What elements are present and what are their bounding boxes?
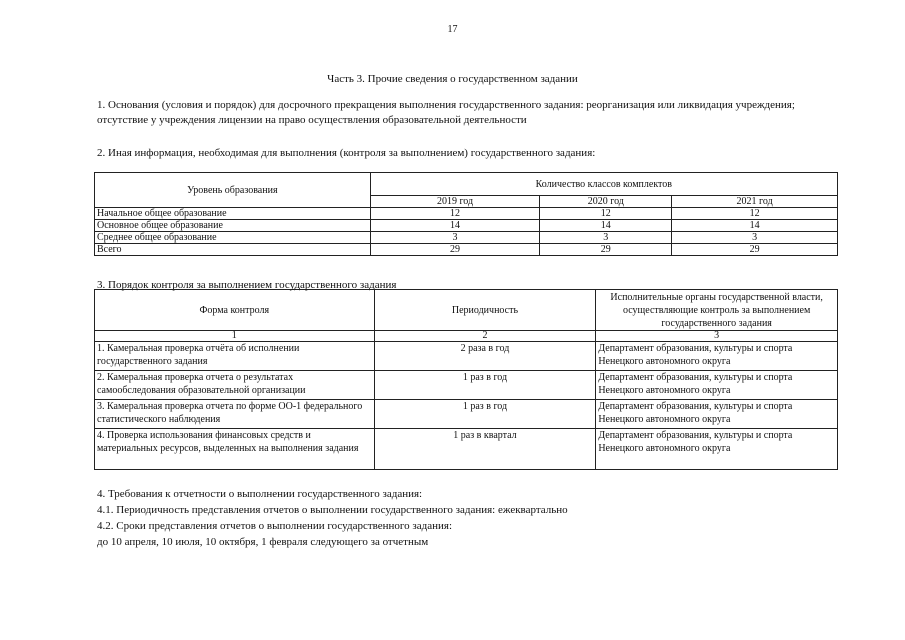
year-header: 2020 год — [540, 196, 672, 208]
section-4-item-1: 4.1. Периодичность представления отчетов о выполнении государственного задания: ежеквартально — [97, 504, 568, 516]
section-4-item-2-value: до 10 апреля, 10 июля, 10 октября, 1 февраля следующего за отчетным — [97, 536, 429, 548]
part-title: Часть 3. Прочие сведения о государственном задании — [327, 73, 578, 85]
section-4 — [97, 486, 817, 550]
table-header-row — [95, 173, 838, 196]
page-number: 17 — [447, 24, 458, 35]
control-form: 4. Проверка использования финансовых средств и материальных ресурсов, выделенных на выполнения задания — [95, 429, 375, 470]
table-row — [95, 342, 838, 371]
periodicity: 2 раза в год — [374, 342, 596, 371]
header-control-form: Форма контроля — [95, 290, 375, 331]
cell-value: 29 — [370, 244, 540, 256]
section-4-title: 4. Требования к отчетности о выполнении государственного задания: — [97, 488, 423, 500]
section-1-text: 1. Основания (условия и порядок) для досрочного прекращения выполнения государственного задания: реорганизация или ликвидация учреждения; отсутствие у учреждения лицензии на право осуществления образовательной деятельности — [97, 99, 795, 126]
table-row — [95, 208, 838, 220]
control-body: Департамент образования, культуры и спорта Ненецкого автономного округа — [596, 371, 838, 400]
periodicity: 1 раз в год — [374, 371, 596, 400]
cell-value: 3 — [540, 232, 672, 244]
control-form: 3. Камеральная проверка отчета по форме ОО-1 федерального статистического наблюдения — [95, 400, 375, 429]
row-label: Всего — [95, 244, 371, 256]
cell-value: 3 — [370, 232, 540, 244]
classes-count-table — [94, 172, 838, 256]
table-row — [95, 400, 838, 429]
cell-value: 14 — [672, 220, 838, 232]
control-procedure-table — [94, 289, 838, 470]
cell-value: 12 — [370, 208, 540, 220]
section-3-text: 3. Порядок контроля за выполнением государственного задания — [97, 279, 397, 291]
periodicity: 1 раз в квартал — [374, 429, 596, 470]
header-education-level: Уровень образования — [95, 173, 371, 208]
cell-value: 29 — [540, 244, 672, 256]
cell-value: 29 — [672, 244, 838, 256]
table-row — [95, 429, 838, 470]
section-2-text: 2. Иная информация, необходимая для выполнения (контроля за выполнением) государственного задания: — [97, 147, 596, 159]
row-label: Основное общее образование — [95, 220, 371, 232]
table-header-row — [95, 290, 838, 331]
cell-value: 3 — [672, 232, 838, 244]
cell-value: 14 — [370, 220, 540, 232]
cell-value: 12 — [540, 208, 672, 220]
column-number: 1 — [95, 331, 375, 342]
cell-value: 12 — [672, 208, 838, 220]
year-header: 2021 год — [672, 196, 838, 208]
header-class-count: Количество классов комплектов — [370, 173, 837, 196]
header-periodicity: Периодичность — [374, 290, 596, 331]
column-numbers-row — [95, 331, 838, 342]
year-header: 2019 год — [370, 196, 540, 208]
section-4-item-2: 4.2. Сроки представления отчетов о выполнении государственного задания: — [97, 520, 453, 532]
periodicity: 1 раз в год — [374, 400, 596, 429]
column-number: 3 — [596, 331, 838, 342]
table-row — [95, 220, 838, 232]
table-row — [95, 232, 838, 244]
table-row — [95, 244, 838, 256]
row-label: Начальное общее образование — [95, 208, 371, 220]
table-row — [95, 371, 838, 400]
control-form: 2. Камеральная проверка отчета о результатах самообследования образовательной организации — [95, 371, 375, 400]
cell-value: 14 — [540, 220, 672, 232]
control-body: Департамент образования, культуры и спорта Ненецкого автономного округа — [596, 342, 838, 371]
control-body: Департамент образования, культуры и спорта Ненецкого автономного округа — [596, 429, 838, 470]
control-form: 1. Камеральная проверка отчёта об исполнении государственного задания — [95, 342, 375, 371]
control-body: Департамент образования, культуры и спорта Ненецкого автономного округа — [596, 400, 838, 429]
row-label: Среднее общее образование — [95, 232, 371, 244]
header-control-bodies: Исполнительные органы государственной власти, осуществляющие контроль за выполнением государственного задания — [596, 290, 838, 331]
column-number: 2 — [374, 331, 596, 342]
